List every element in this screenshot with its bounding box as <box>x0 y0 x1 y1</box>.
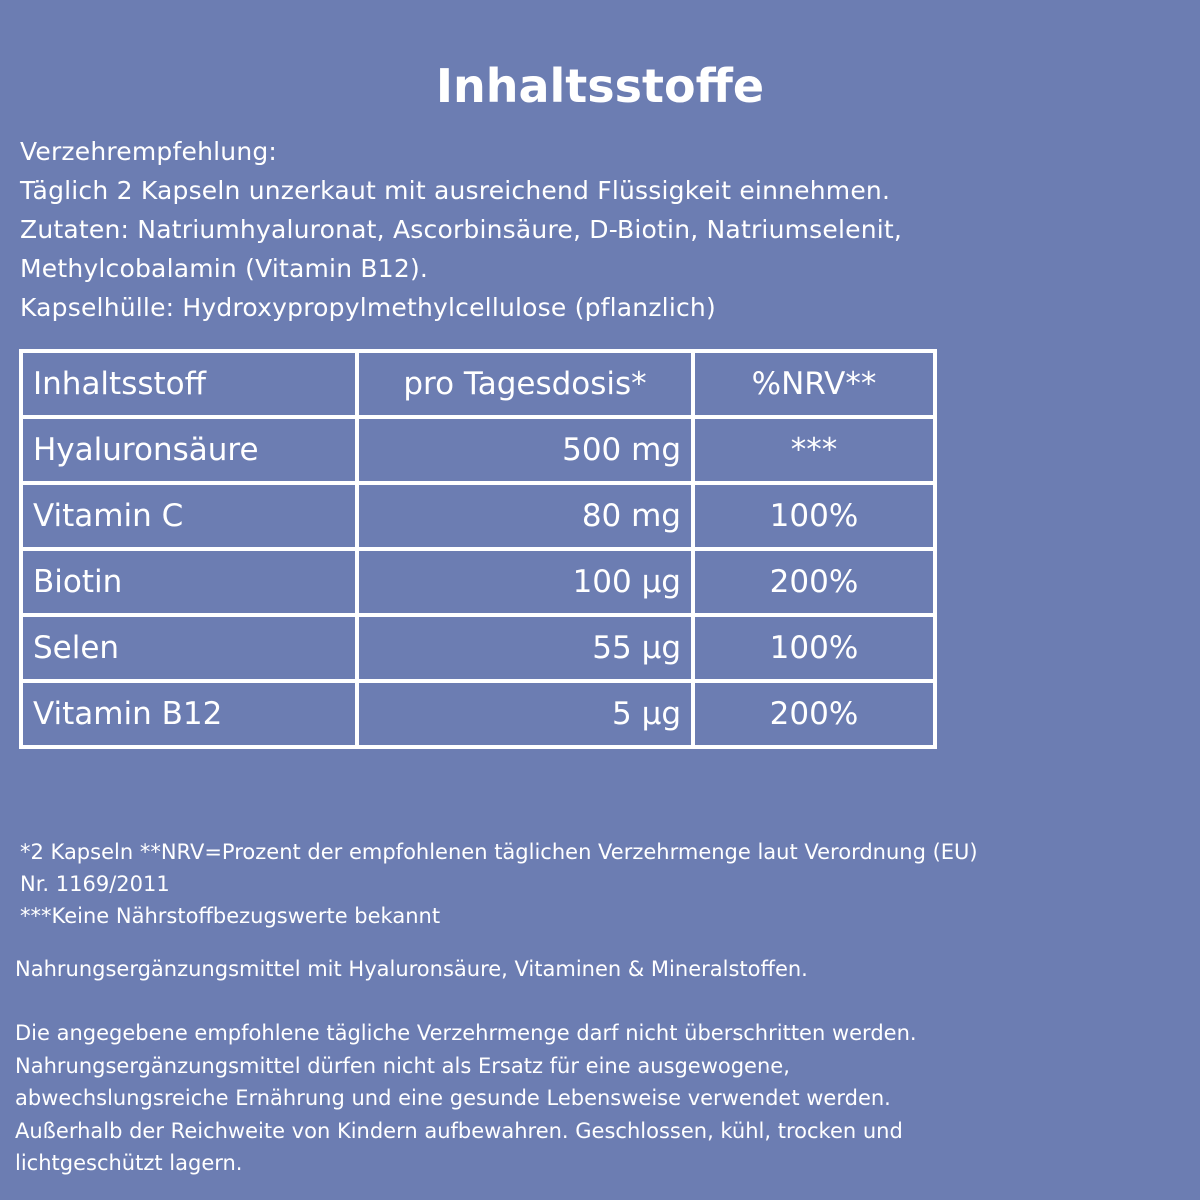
warning-line: Nahrungsergänzungsmittel dürfen nicht als Ersatz für eine ausgewogene, <box>15 1053 790 1078</box>
ingredient-nrv: 100% <box>693 483 935 549</box>
intro-line: Täglich 2 Kapseln unzerkaut mit ausreichend Flüssigkeit einnehmen. <box>20 176 891 205</box>
footnote-line: ***Keine Nährstoffbezugswerte bekannt <box>20 904 441 928</box>
table-row <box>21 549 935 615</box>
ingredient-name: Vitamin B12 <box>21 681 357 747</box>
product-description: Nahrungsergänzungsmittel mit Hyaluronsäure, Vitaminen & Mineralstoffen. <box>15 957 808 981</box>
table-header-row <box>21 351 935 417</box>
intro-line: Verzehrempfehlung: <box>20 137 278 166</box>
ingredient-dose: 5 µg <box>357 681 693 747</box>
table-footnotes <box>20 836 1180 932</box>
table-row <box>21 615 935 681</box>
ingredient-nrv: 100% <box>693 615 935 681</box>
warning-text <box>15 1017 1185 1180</box>
table-row <box>21 681 935 747</box>
header-nrv: %NRV** <box>693 351 935 417</box>
ingredient-name: Hyaluronsäure <box>21 417 357 483</box>
warning-line: abwechslungsreiche Ernährung und eine gesunde Lebensweise verwendet werden. <box>15 1086 891 1110</box>
table-row <box>21 483 935 549</box>
warning-line: Die angegebene empfohlene tägliche Verzehrmenge darf nicht überschritten werden. <box>15 1021 917 1045</box>
intro-line: Methylcobalamin (Vitamin B12). <box>20 254 429 283</box>
header-ingredient: Inhaltsstoff <box>21 351 357 417</box>
ingredient-name: Selen <box>21 615 357 681</box>
intake-and-ingredients-text <box>20 132 1180 327</box>
footnote-line: *2 Kapseln **NRV=Prozent der empfohlenen täglichen Verzehrmenge laut Verordnung (EU) <box>20 840 978 864</box>
intro-line: Kapselhülle: Hydroxypropylmethylcellulose (pflanzlich) <box>20 293 716 322</box>
ingredient-dose: 55 µg <box>357 615 693 681</box>
header-daily-dose: pro Tagesdosis* <box>357 351 693 417</box>
ingredient-nrv: 200% <box>693 681 935 747</box>
ingredient-name: Vitamin C <box>21 483 357 549</box>
ingredient-name: Biotin <box>21 549 357 615</box>
table-row <box>21 417 935 483</box>
ingredients-table <box>19 349 937 749</box>
ingredient-dose: 500 mg <box>357 417 693 483</box>
intro-line: Zutaten: Natriumhyaluronat, Ascorbinsäure, D-Biotin, Natriumselenit, <box>20 215 903 244</box>
footnote-line: Nr. 1169/2011 <box>20 872 170 896</box>
ingredient-dose: 100 µg <box>357 549 693 615</box>
warning-line: Außerhalb der Reichweite von Kindern aufbewahren. Geschlossen, kühl, trocken und <box>15 1118 903 1143</box>
warning-line: lichtgeschützt lagern. <box>15 1151 243 1175</box>
ingredient-nrv: 200% <box>693 549 935 615</box>
ingredient-dose: 80 mg <box>357 483 693 549</box>
ingredient-nrv: *** <box>693 417 935 483</box>
page-title: Inhaltsstoffe <box>435 59 765 113</box>
